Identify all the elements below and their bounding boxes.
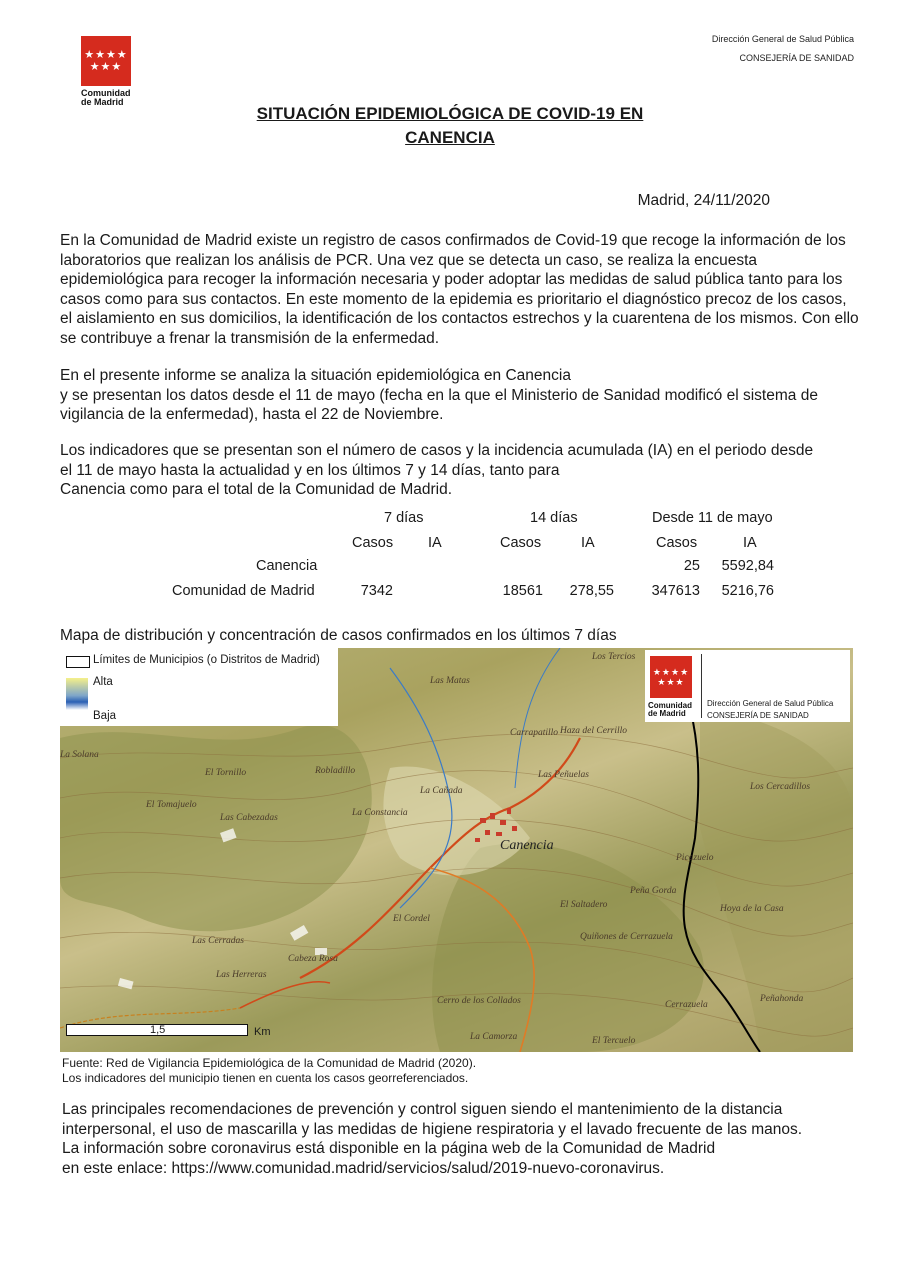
logo-stars: ★★★★ ★★★ — [84, 49, 128, 73]
map-logo-panel — [645, 650, 850, 722]
source-line1: Fuente: Red de Vigilancia Epidemiológica de la Comunidad de Madrid (2020). — [62, 1056, 477, 1070]
legend-low-label: Baja — [93, 710, 117, 722]
place-label-las-cerradas: Las Cerradas — [192, 936, 244, 946]
indicators-line1: Los indicadores que se presentan son el número de casos y la incidencia acumulada (IA) en el periodo desde el 11 de mayo hasta la actualidad y en los últimos 7 y 14 días, tanto para — [60, 442, 814, 479]
row-name-comunidad: Comunidad de Madrid — [172, 583, 315, 599]
row-name-canencia: Canencia — [256, 558, 318, 574]
map-logo-text-line2: de Madrid — [648, 709, 686, 718]
place-label-el-saltadero: El Saltadero — [560, 900, 608, 910]
scale-value: 1,5 — [150, 1024, 166, 1036]
logo-text-line1: Comunidad — [81, 88, 131, 98]
place-label-haza-del-cerrillo: Haza del Cerrillo — [560, 726, 628, 736]
header-casos-7: Casos — [352, 535, 394, 551]
header-casos-may: Casos — [656, 535, 698, 551]
recommendations-line1: Las principales recomendaciones de prevención y control siguen siendo el mantenimiento de la distancia interpersonal, el uso de mascarilla y las medidas de higiene respiratoria y el lavado frecuente de las manos. — [62, 1101, 803, 1138]
header-ia-7: IA — [428, 535, 442, 551]
place-label-robladillo: Robladillo — [315, 766, 356, 776]
place-label-los-cercadillos: Los Cercadillos — [750, 782, 811, 792]
place-label-las-penuelas: Las Peñuelas — [538, 770, 589, 780]
place-label-cabeza-rosa: Cabeza Rosa — [288, 954, 338, 964]
legend-high-label: Alta — [93, 676, 113, 688]
scope-line1: En el presente informe se analiza la situación epidemiológica en Canencia — [60, 367, 571, 384]
org-line1: Dirección General de Salud Pública — [711, 34, 854, 44]
place-label-las-cabezadas: Las Cabezadas — [220, 813, 278, 823]
title-line2: CANENCIA — [405, 128, 495, 147]
density-gradient-swatch — [66, 678, 88, 710]
intro-paragraph: En la Comunidad de Madrid existe un registro de casos confirmados de Covid-19 que recoge la información de los laboratorios que realizan los análisis de PCR. Una vez que se detecta un caso, se realiza la encuesta epidemiológica para recoger la información necesaria y poder adoptar las medidas de salud pública tanto para los casos como para sus contactos. En este momento de la epidemia es prioritario el diagnóstico precoz de los casos, el aislamiento en sus domicilios, la identificación de los contactos estrechos y la cuarentena de los mismos. Con ello se contribuye a frenar la transmisión de la enfermedad. — [60, 232, 859, 347]
map-logo-org — [707, 698, 833, 722]
place-label-la-constancia: La Constancia — [352, 808, 408, 818]
scale-unit: Km — [254, 1026, 271, 1038]
municipality-boundary-swatch — [66, 656, 90, 668]
cell-cm-canencia: 25 — [683, 558, 700, 574]
place-label-canencia: Canencia — [500, 838, 554, 853]
place-label-carrapatillo: Carrapatillo — [510, 728, 559, 738]
map-logo-org-line1: Dirección General de Salud Pública — [707, 699, 834, 708]
place-label-los-tercios: Los Tercios — [592, 652, 636, 662]
indicators-table — [0, 0, 900, 620]
place-label-la-camorza: La Camorza — [470, 1032, 518, 1042]
cell-c14-comunidad: 18561 — [502, 583, 543, 599]
place-label-el-tornillo: El Tornillo — [205, 768, 247, 778]
place-label-las-herreras: Las Herreras — [216, 970, 267, 980]
place-label-la-solana: La Solana — [60, 750, 99, 760]
map-caption: Mapa de distribución y concentración de casos confirmados en los últimos 7 días — [60, 627, 617, 644]
place-label-picazuelo: Picazuelo — [676, 853, 714, 863]
place-label-el-tercuelo: El Tercuelo — [592, 1036, 636, 1046]
map-legend — [60, 648, 338, 726]
place-label-quinones: Quiñones de Cerrazuela — [580, 932, 673, 942]
place-label-el-tomajuelo: El Tomajuelo — [146, 800, 197, 810]
place-label-el-cordel: El Cordel — [393, 914, 430, 924]
recommendations-link-line[interactable]: en este enlace: https://www.comunidad.madrid/servicios/salud/2019-nuevo-coronavirus. — [62, 1159, 665, 1177]
recommendations-line2: La información sobre coronavirus está disponible en la página web de la Comunidad de Madrid — [62, 1140, 716, 1157]
cell-cm-comunidad: 347613 — [651, 583, 700, 599]
header-ia-14: IA — [581, 535, 595, 551]
group-7-days: 7 días — [384, 510, 424, 526]
legend-limits-label: Límites de Municipios (o Distritos de Madrid) — [93, 654, 320, 666]
scope-line2: y se presentan los datos desde el 11 de mayo (fecha en la que el Ministerio de Sanidad modificó el sistema de vigilancia de la enfermedad), hasta el 22 de Noviembre. — [60, 386, 818, 423]
group-14-days: 14 días — [530, 510, 578, 526]
cell-iam-comunidad: 5216,76 — [721, 583, 774, 599]
place-label-hoya-de-la-casa: Hoya de la Casa — [720, 904, 784, 914]
map-logo-flag — [650, 656, 692, 698]
title-line1: SITUACIÓN EPIDEMIOLÓGICA DE COVID-19 EN — [256, 104, 644, 123]
group-since-may: Desde 11 de mayo — [652, 510, 773, 526]
report-date: Madrid, 24/11/2020 — [637, 192, 770, 209]
place-label-las-matas: Las Matas — [430, 676, 470, 686]
place-label-la-canada: La Cañada — [420, 786, 463, 796]
cell-ia14-comunidad: 278,55 — [569, 583, 614, 599]
place-label-cerrazuela: Cerrazuela — [665, 1000, 708, 1010]
header-casos-14: Casos — [500, 535, 542, 551]
map-logo-stars: ★★★★ ★★★ — [652, 667, 690, 687]
place-label-penahonda: Peñahonda — [760, 994, 804, 1004]
map-logo-org-line2: CONSEJERÍA DE SANIDAD — [707, 711, 809, 720]
cell-iam-canencia: 5592,84 — [721, 558, 774, 574]
indicators-line2: Canencia como para el total de la Comunidad de Madrid. — [60, 481, 453, 498]
header-ia-may: IA — [743, 535, 757, 551]
org-line2: CONSEJERÍA DE SANIDAD — [739, 53, 854, 63]
cell-c7-comunidad: 7342 — [360, 583, 393, 599]
logo-text-line2: de Madrid — [81, 97, 124, 107]
place-label-cerro-collados: Cerro de los Collados — [437, 996, 521, 1006]
recommendations — [62, 1100, 862, 1178]
source-note — [62, 1056, 476, 1086]
source-line2: Los indicadores del municipio tienen en cuenta los casos georreferenciados. — [62, 1071, 469, 1085]
map-logo-divider — [701, 654, 702, 718]
place-label-pena-gorda: Peña Gorda — [630, 886, 677, 896]
map-logo-text — [648, 702, 692, 718]
map-logo-text-line1: Comunidad — [648, 701, 692, 710]
